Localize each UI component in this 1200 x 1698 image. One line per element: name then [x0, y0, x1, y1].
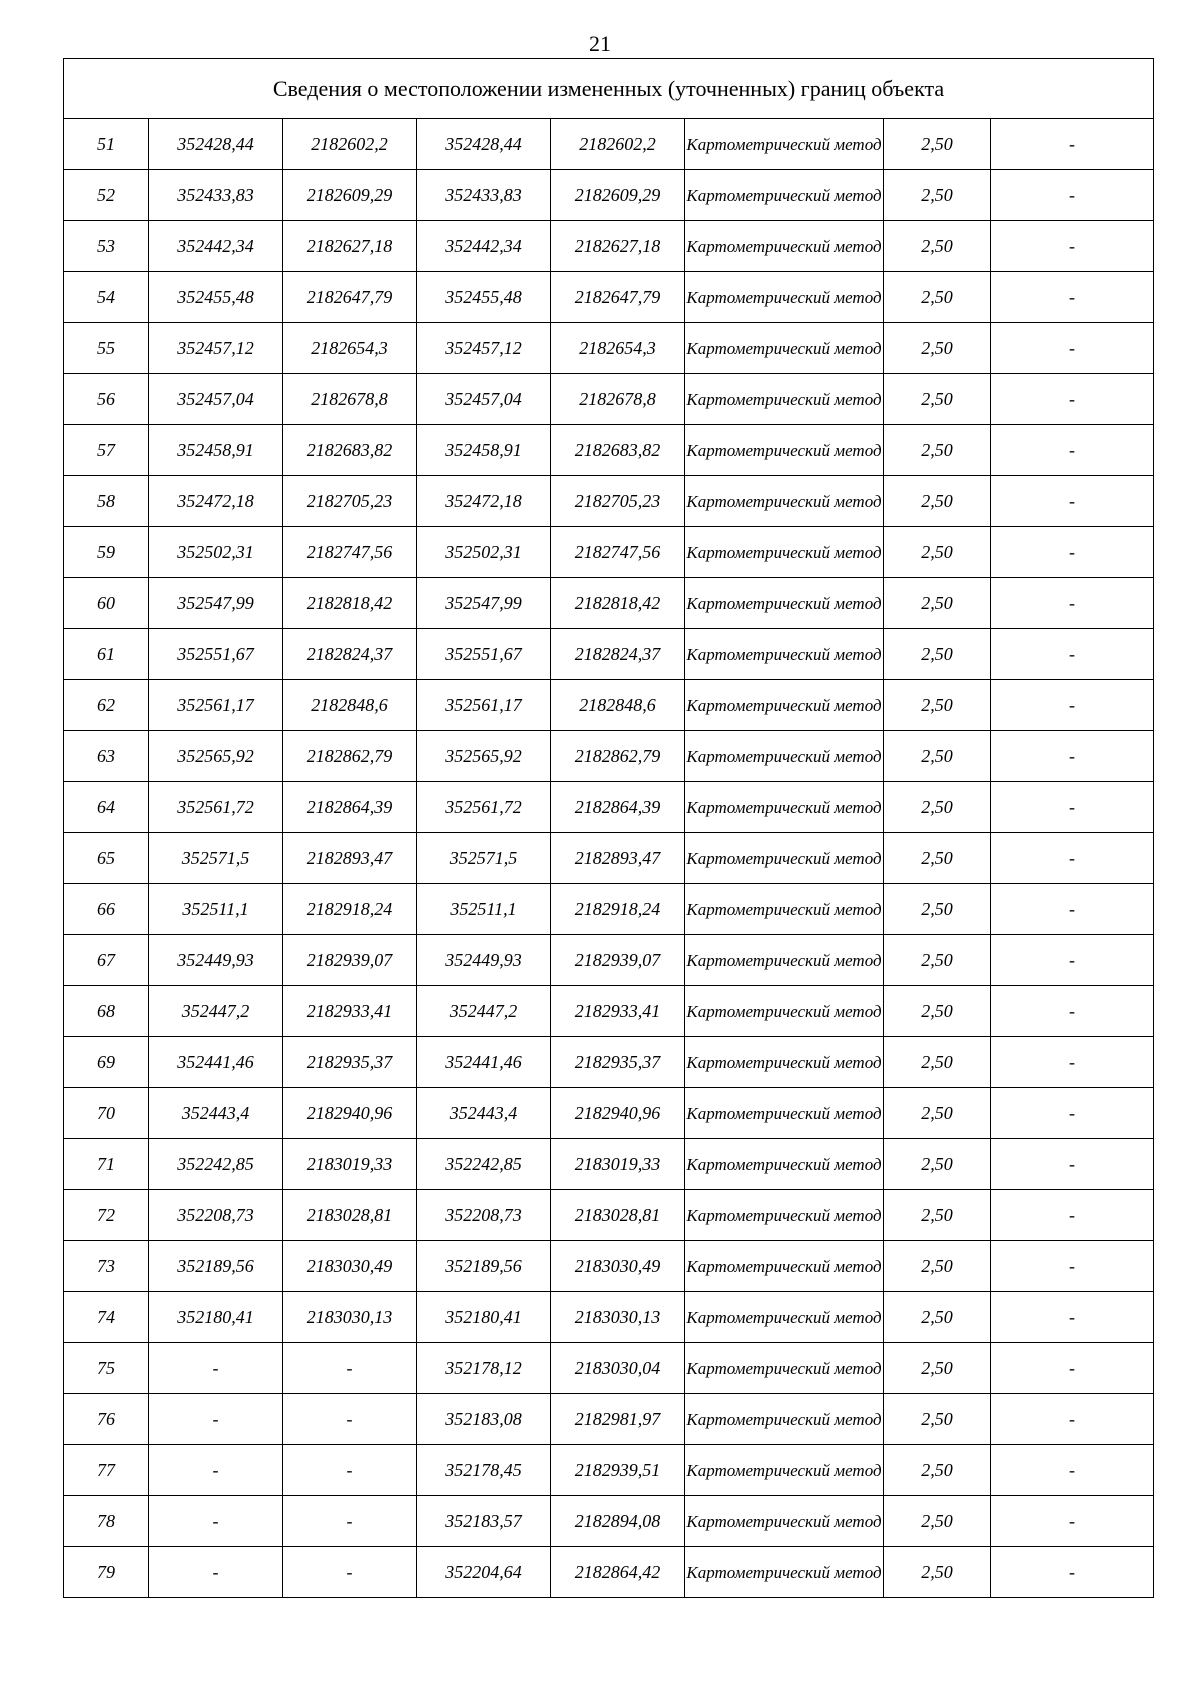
- accuracy-cell: 2,50: [884, 578, 991, 629]
- existing-y-cell: 2182747,56: [283, 527, 417, 578]
- existing-x-cell: 352441,46: [149, 1037, 283, 1088]
- method-cell: Картометрический метод: [685, 527, 884, 578]
- description-cell: -: [991, 425, 1154, 476]
- refined-x-cell: 352449,93: [417, 935, 551, 986]
- existing-y-cell: 2182862,79: [283, 731, 417, 782]
- accuracy-cell: 2,50: [884, 272, 991, 323]
- description-cell: -: [991, 527, 1154, 578]
- method-cell: Картометрический метод: [685, 323, 884, 374]
- table-row: [64, 1190, 1154, 1241]
- table-row: [64, 629, 1154, 680]
- point-number-cell: 54: [64, 272, 149, 323]
- existing-y-cell: -: [283, 1445, 417, 1496]
- method-cell: Картометрический метод: [685, 578, 884, 629]
- table-row: [64, 170, 1154, 221]
- method-cell: Картометрический метод: [685, 425, 884, 476]
- existing-y-cell: 2182818,42: [283, 578, 417, 629]
- refined-y-cell: 2182705,23: [551, 476, 685, 527]
- point-number-cell: 60: [64, 578, 149, 629]
- method-cell: Картометрический метод: [685, 1190, 884, 1241]
- refined-x-cell: 352443,4: [417, 1088, 551, 1139]
- existing-y-cell: 2182935,37: [283, 1037, 417, 1088]
- existing-y-cell: 2182683,82: [283, 425, 417, 476]
- existing-x-cell: -: [149, 1394, 283, 1445]
- existing-x-cell: 352428,44: [149, 119, 283, 170]
- existing-y-cell: 2182647,79: [283, 272, 417, 323]
- existing-x-cell: 352449,93: [149, 935, 283, 986]
- table-row: [64, 1547, 1154, 1598]
- existing-x-cell: 352443,4: [149, 1088, 283, 1139]
- accuracy-cell: 2,50: [884, 1547, 991, 1598]
- table-row: [64, 782, 1154, 833]
- point-number-cell: 65: [64, 833, 149, 884]
- accuracy-cell: 2,50: [884, 119, 991, 170]
- accuracy-cell: 2,50: [884, 323, 991, 374]
- description-cell: -: [991, 1190, 1154, 1241]
- description-cell: -: [991, 272, 1154, 323]
- refined-y-cell: 2183030,04: [551, 1343, 685, 1394]
- description-cell: -: [991, 221, 1154, 272]
- accuracy-cell: 2,50: [884, 1343, 991, 1394]
- refined-x-cell: 352472,18: [417, 476, 551, 527]
- description-cell: -: [991, 1139, 1154, 1190]
- method-cell: Картометрический метод: [685, 1394, 884, 1445]
- method-cell: Картометрический метод: [685, 119, 884, 170]
- point-number-cell: 59: [64, 527, 149, 578]
- refined-y-cell: 2182747,56: [551, 527, 685, 578]
- refined-y-cell: 2182678,8: [551, 374, 685, 425]
- method-cell: Картометрический метод: [685, 833, 884, 884]
- refined-y-cell: 2182933,41: [551, 986, 685, 1037]
- accuracy-cell: 2,50: [884, 1496, 991, 1547]
- method-cell: Картометрический метод: [685, 374, 884, 425]
- refined-y-cell: 2182848,6: [551, 680, 685, 731]
- refined-y-cell: 2182647,79: [551, 272, 685, 323]
- refined-y-cell: 2182824,37: [551, 629, 685, 680]
- existing-y-cell: 2182918,24: [283, 884, 417, 935]
- refined-x-cell: 352183,57: [417, 1496, 551, 1547]
- method-cell: Картометрический метод: [685, 1037, 884, 1088]
- description-cell: -: [991, 1088, 1154, 1139]
- method-cell: Картометрический метод: [685, 272, 884, 323]
- refined-x-cell: 352442,34: [417, 221, 551, 272]
- method-cell: Картометрический метод: [685, 1496, 884, 1547]
- description-cell: -: [991, 935, 1154, 986]
- description-cell: -: [991, 1343, 1154, 1394]
- accuracy-cell: 2,50: [884, 986, 991, 1037]
- table-header: Сведения о местоположении измененных (уточненных) границ объекта: [64, 59, 1154, 119]
- accuracy-cell: 2,50: [884, 731, 991, 782]
- point-number-cell: 61: [64, 629, 149, 680]
- existing-y-cell: 2182939,07: [283, 935, 417, 986]
- table-row: [64, 986, 1154, 1037]
- existing-x-cell: -: [149, 1343, 283, 1394]
- table-row: [64, 884, 1154, 935]
- description-cell: -: [991, 1547, 1154, 1598]
- refined-x-cell: 352502,31: [417, 527, 551, 578]
- table-row: [64, 1394, 1154, 1445]
- existing-y-cell: 2182824,37: [283, 629, 417, 680]
- existing-x-cell: -: [149, 1496, 283, 1547]
- refined-x-cell: 352428,44: [417, 119, 551, 170]
- point-number-cell: 57: [64, 425, 149, 476]
- point-number-cell: 53: [64, 221, 149, 272]
- table-row: [64, 221, 1154, 272]
- method-cell: Картометрический метод: [685, 884, 884, 935]
- existing-x-cell: -: [149, 1547, 283, 1598]
- existing-x-cell: 352571,5: [149, 833, 283, 884]
- method-cell: Картометрический метод: [685, 221, 884, 272]
- existing-x-cell: 352242,85: [149, 1139, 283, 1190]
- accuracy-cell: 2,50: [884, 170, 991, 221]
- point-number-cell: 69: [64, 1037, 149, 1088]
- point-number-cell: 73: [64, 1241, 149, 1292]
- refined-x-cell: 352511,1: [417, 884, 551, 935]
- table-body: [64, 59, 1154, 1598]
- description-cell: -: [991, 986, 1154, 1037]
- existing-x-cell: 352208,73: [149, 1190, 283, 1241]
- refined-y-cell: 2182627,18: [551, 221, 685, 272]
- existing-x-cell: 352455,48: [149, 272, 283, 323]
- existing-x-cell: 352433,83: [149, 170, 283, 221]
- refined-y-cell: 2182602,2: [551, 119, 685, 170]
- refined-y-cell: 2182939,51: [551, 1445, 685, 1496]
- existing-x-cell: 352561,17: [149, 680, 283, 731]
- accuracy-cell: 2,50: [884, 782, 991, 833]
- point-number-cell: 51: [64, 119, 149, 170]
- accuracy-cell: 2,50: [884, 680, 991, 731]
- point-number-cell: 78: [64, 1496, 149, 1547]
- table-row: [64, 1292, 1154, 1343]
- refined-x-cell: 352457,12: [417, 323, 551, 374]
- refined-y-cell: 2183030,49: [551, 1241, 685, 1292]
- refined-y-cell: 2182864,42: [551, 1547, 685, 1598]
- accuracy-cell: 2,50: [884, 884, 991, 935]
- accuracy-cell: 2,50: [884, 1292, 991, 1343]
- refined-y-cell: 2183028,81: [551, 1190, 685, 1241]
- refined-x-cell: 352178,45: [417, 1445, 551, 1496]
- refined-y-cell: 2182939,07: [551, 935, 685, 986]
- description-cell: -: [991, 833, 1154, 884]
- description-cell: -: [991, 170, 1154, 221]
- accuracy-cell: 2,50: [884, 629, 991, 680]
- description-cell: -: [991, 680, 1154, 731]
- existing-y-cell: 2182705,23: [283, 476, 417, 527]
- point-number-cell: 70: [64, 1088, 149, 1139]
- refined-y-cell: 2182935,37: [551, 1037, 685, 1088]
- accuracy-cell: 2,50: [884, 1241, 991, 1292]
- existing-y-cell: 2182864,39: [283, 782, 417, 833]
- refined-x-cell: 352458,91: [417, 425, 551, 476]
- description-cell: -: [991, 578, 1154, 629]
- point-number-cell: 64: [64, 782, 149, 833]
- description-cell: -: [991, 629, 1154, 680]
- existing-x-cell: 352457,12: [149, 323, 283, 374]
- accuracy-cell: 2,50: [884, 425, 991, 476]
- refined-y-cell: 2182918,24: [551, 884, 685, 935]
- existing-y-cell: 2182940,96: [283, 1088, 417, 1139]
- description-cell: -: [991, 884, 1154, 935]
- description-cell: -: [991, 374, 1154, 425]
- existing-y-cell: 2183028,81: [283, 1190, 417, 1241]
- existing-y-cell: 2183019,33: [283, 1139, 417, 1190]
- point-number-cell: 75: [64, 1343, 149, 1394]
- description-cell: -: [991, 1037, 1154, 1088]
- refined-y-cell: 2182940,96: [551, 1088, 685, 1139]
- table-row: [64, 1445, 1154, 1496]
- accuracy-cell: 2,50: [884, 1445, 991, 1496]
- refined-x-cell: 352447,2: [417, 986, 551, 1037]
- method-cell: Картометрический метод: [685, 476, 884, 527]
- method-cell: Картометрический метод: [685, 1241, 884, 1292]
- refined-y-cell: 2182609,29: [551, 170, 685, 221]
- existing-x-cell: 352547,99: [149, 578, 283, 629]
- refined-y-cell: 2182981,97: [551, 1394, 685, 1445]
- existing-y-cell: 2182893,47: [283, 833, 417, 884]
- refined-x-cell: 352183,08: [417, 1394, 551, 1445]
- table-row: [64, 527, 1154, 578]
- description-cell: -: [991, 1496, 1154, 1547]
- point-number-cell: 67: [64, 935, 149, 986]
- accuracy-cell: 2,50: [884, 476, 991, 527]
- refined-x-cell: 352561,72: [417, 782, 551, 833]
- description-cell: -: [991, 1445, 1154, 1496]
- table-row: [64, 1241, 1154, 1292]
- point-number-cell: 66: [64, 884, 149, 935]
- refined-y-cell: 2182864,39: [551, 782, 685, 833]
- existing-x-cell: 352472,18: [149, 476, 283, 527]
- refined-x-cell: 352242,85: [417, 1139, 551, 1190]
- existing-y-cell: 2182609,29: [283, 170, 417, 221]
- point-number-cell: 74: [64, 1292, 149, 1343]
- refined-x-cell: 352180,41: [417, 1292, 551, 1343]
- accuracy-cell: 2,50: [884, 221, 991, 272]
- method-cell: Картометрический метод: [685, 629, 884, 680]
- table-row: [64, 833, 1154, 884]
- table-row: [64, 1343, 1154, 1394]
- table-row: [64, 680, 1154, 731]
- table-header-row: [64, 59, 1154, 119]
- table-row: [64, 1139, 1154, 1190]
- refined-x-cell: 352571,5: [417, 833, 551, 884]
- accuracy-cell: 2,50: [884, 1037, 991, 1088]
- accuracy-cell: 2,50: [884, 1088, 991, 1139]
- refined-x-cell: 352189,56: [417, 1241, 551, 1292]
- existing-x-cell: 352502,31: [149, 527, 283, 578]
- point-number-cell: 52: [64, 170, 149, 221]
- refined-y-cell: 2182654,3: [551, 323, 685, 374]
- point-number-cell: 63: [64, 731, 149, 782]
- existing-x-cell: 352180,41: [149, 1292, 283, 1343]
- table-row: [64, 425, 1154, 476]
- table-row: [64, 323, 1154, 374]
- description-cell: -: [991, 1241, 1154, 1292]
- table-row: [64, 731, 1154, 782]
- accuracy-cell: 2,50: [884, 1139, 991, 1190]
- refined-x-cell: 352551,67: [417, 629, 551, 680]
- refined-y-cell: 2182862,79: [551, 731, 685, 782]
- refined-x-cell: 352455,48: [417, 272, 551, 323]
- point-number-cell: 56: [64, 374, 149, 425]
- existing-y-cell: -: [283, 1394, 417, 1445]
- accuracy-cell: 2,50: [884, 1190, 991, 1241]
- description-cell: -: [991, 731, 1154, 782]
- existing-y-cell: 2183030,49: [283, 1241, 417, 1292]
- method-cell: Картометрический метод: [685, 1139, 884, 1190]
- refined-y-cell: 2182894,08: [551, 1496, 685, 1547]
- table-row: [64, 1088, 1154, 1139]
- method-cell: Картометрический метод: [685, 1088, 884, 1139]
- point-number-cell: 79: [64, 1547, 149, 1598]
- existing-x-cell: -: [149, 1445, 283, 1496]
- description-cell: -: [991, 119, 1154, 170]
- method-cell: Картометрический метод: [685, 731, 884, 782]
- refined-y-cell: 2182683,82: [551, 425, 685, 476]
- boundary-coordinates-table: [63, 58, 1154, 1598]
- table-row: [64, 272, 1154, 323]
- existing-y-cell: -: [283, 1547, 417, 1598]
- accuracy-cell: 2,50: [884, 833, 991, 884]
- method-cell: Картометрический метод: [685, 782, 884, 833]
- accuracy-cell: 2,50: [884, 1394, 991, 1445]
- table-row: [64, 578, 1154, 629]
- existing-x-cell: 352561,72: [149, 782, 283, 833]
- point-number-cell: 76: [64, 1394, 149, 1445]
- description-cell: -: [991, 782, 1154, 833]
- accuracy-cell: 2,50: [884, 935, 991, 986]
- existing-y-cell: 2182678,8: [283, 374, 417, 425]
- point-number-cell: 58: [64, 476, 149, 527]
- existing-x-cell: 352447,2: [149, 986, 283, 1037]
- method-cell: Картометрический метод: [685, 1292, 884, 1343]
- refined-x-cell: 352457,04: [417, 374, 551, 425]
- existing-y-cell: 2182933,41: [283, 986, 417, 1037]
- existing-y-cell: 2182602,2: [283, 119, 417, 170]
- page-number: 21: [589, 31, 611, 56]
- existing-y-cell: 2182627,18: [283, 221, 417, 272]
- refined-x-cell: 352561,17: [417, 680, 551, 731]
- refined-x-cell: 352565,92: [417, 731, 551, 782]
- table-row: [64, 1037, 1154, 1088]
- refined-x-cell: 352433,83: [417, 170, 551, 221]
- existing-x-cell: 352565,92: [149, 731, 283, 782]
- refined-x-cell: 352178,12: [417, 1343, 551, 1394]
- table-row: [64, 374, 1154, 425]
- refined-y-cell: 2182818,42: [551, 578, 685, 629]
- existing-x-cell: 352442,34: [149, 221, 283, 272]
- method-cell: Картометрический метод: [685, 1445, 884, 1496]
- existing-y-cell: -: [283, 1496, 417, 1547]
- existing-y-cell: 2182848,6: [283, 680, 417, 731]
- existing-x-cell: 352511,1: [149, 884, 283, 935]
- existing-y-cell: -: [283, 1343, 417, 1394]
- description-cell: -: [991, 323, 1154, 374]
- method-cell: Картометрический метод: [685, 986, 884, 1037]
- table-row: [64, 1496, 1154, 1547]
- point-number-cell: 72: [64, 1190, 149, 1241]
- method-cell: Картометрический метод: [685, 170, 884, 221]
- existing-x-cell: 352457,04: [149, 374, 283, 425]
- refined-x-cell: 352547,99: [417, 578, 551, 629]
- existing-y-cell: 2183030,13: [283, 1292, 417, 1343]
- refined-y-cell: 2183019,33: [551, 1139, 685, 1190]
- table-row: [64, 476, 1154, 527]
- accuracy-cell: 2,50: [884, 527, 991, 578]
- point-number-cell: 77: [64, 1445, 149, 1496]
- existing-x-cell: 352189,56: [149, 1241, 283, 1292]
- accuracy-cell: 2,50: [884, 374, 991, 425]
- existing-y-cell: 2182654,3: [283, 323, 417, 374]
- point-number-cell: 71: [64, 1139, 149, 1190]
- method-cell: Картометрический метод: [685, 1343, 884, 1394]
- method-cell: Картометрический метод: [685, 680, 884, 731]
- refined-y-cell: 2182893,47: [551, 833, 685, 884]
- existing-x-cell: 352458,91: [149, 425, 283, 476]
- description-cell: -: [991, 1292, 1154, 1343]
- table-row: [64, 935, 1154, 986]
- refined-y-cell: 2183030,13: [551, 1292, 685, 1343]
- point-number-cell: 62: [64, 680, 149, 731]
- description-cell: -: [991, 1394, 1154, 1445]
- refined-x-cell: 352208,73: [417, 1190, 551, 1241]
- point-number-cell: 55: [64, 323, 149, 374]
- refined-x-cell: 352204,64: [417, 1547, 551, 1598]
- point-number-cell: 68: [64, 986, 149, 1037]
- method-cell: Картометрический метод: [685, 1547, 884, 1598]
- description-cell: -: [991, 476, 1154, 527]
- existing-x-cell: 352551,67: [149, 629, 283, 680]
- table-row: [64, 119, 1154, 170]
- method-cell: Картометрический метод: [685, 935, 884, 986]
- refined-x-cell: 352441,46: [417, 1037, 551, 1088]
